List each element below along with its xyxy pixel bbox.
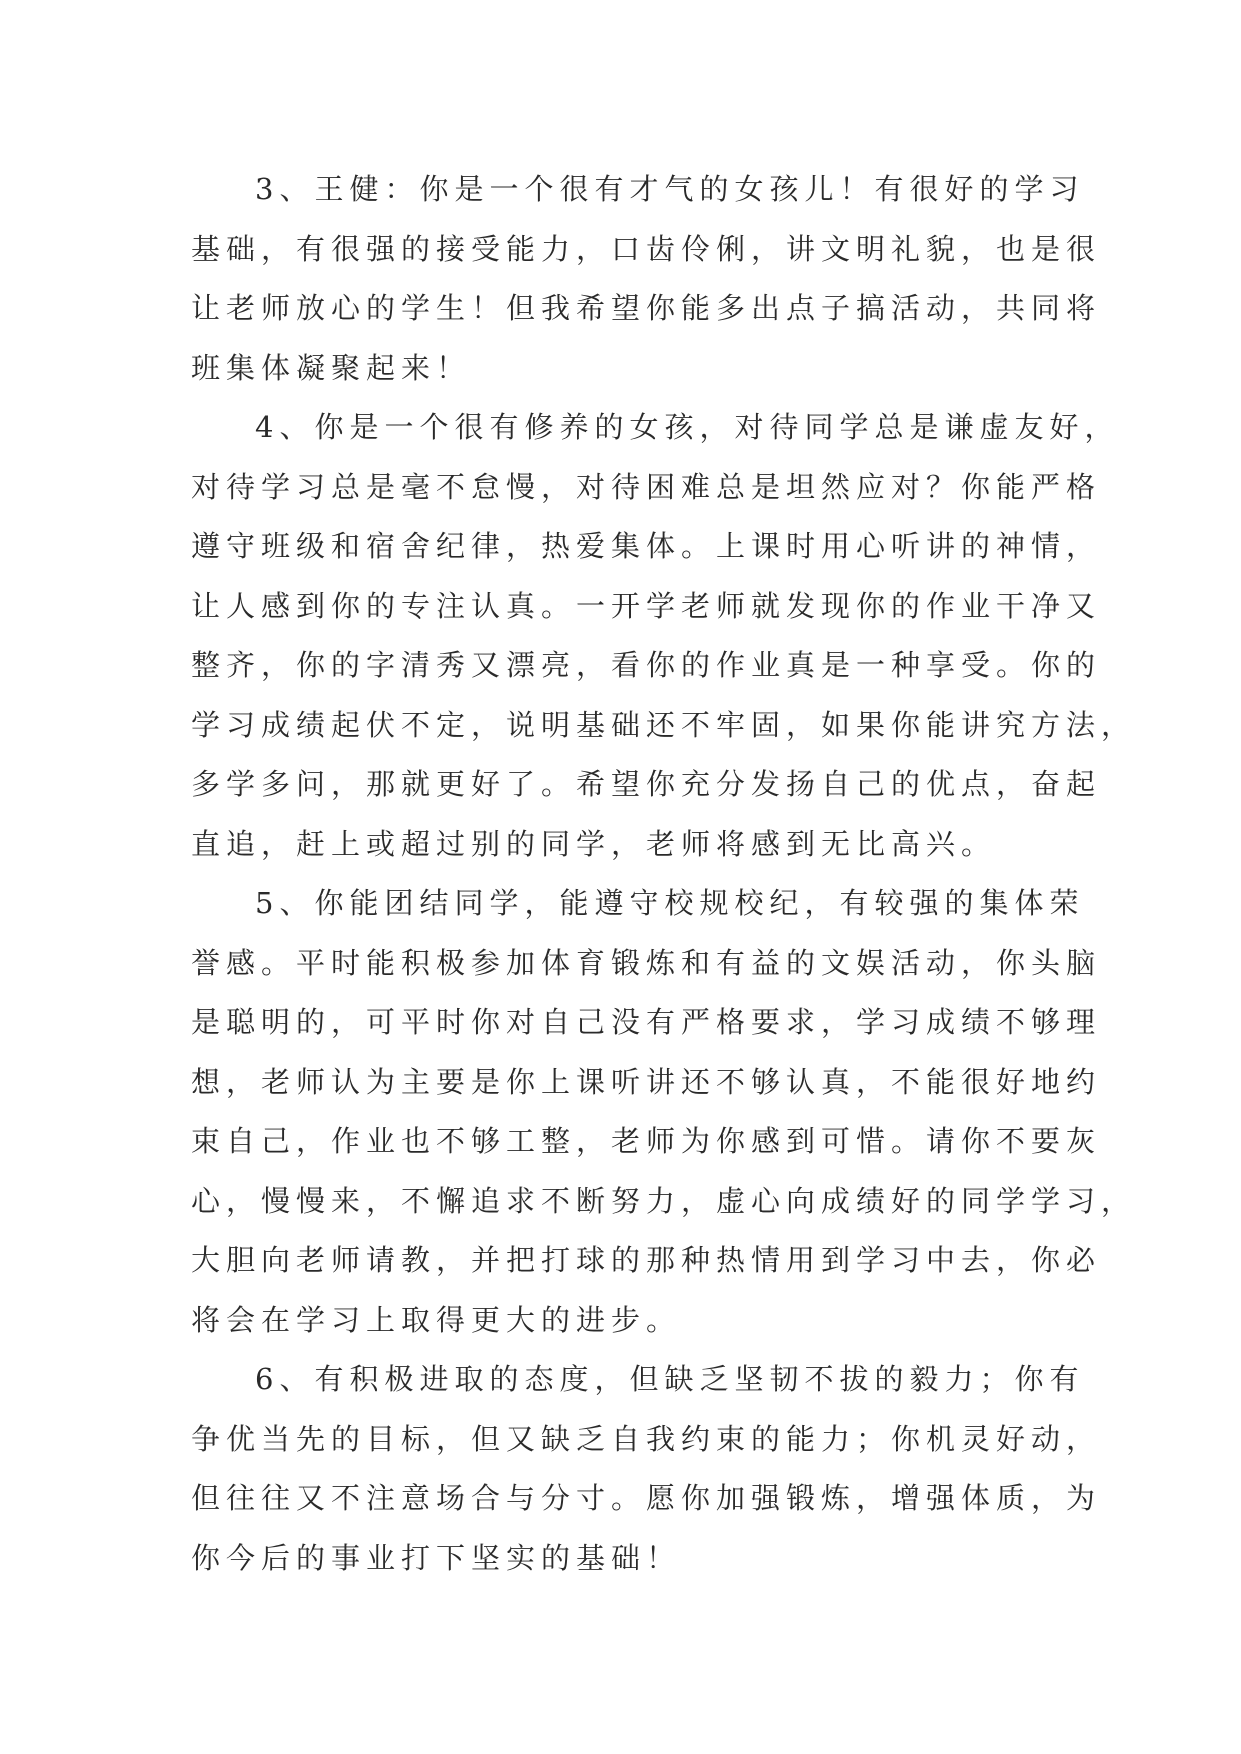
paragraph-line: 班集体凝聚起来！: [191, 350, 472, 385]
paragraph-line: 学习成绩起伏不定，说明基础还不牢固，如果你能讲究方法，: [191, 707, 1137, 742]
paragraph-4: [191, 398, 1137, 874]
paragraph-line: 但往往又不注意场合与分寸。愿你加强锻炼，增强体质，为: [191, 1481, 1102, 1515]
paragraph-line: 整齐，你的字清秀又漂亮，看你的作业真是一种享受。你的: [191, 648, 1102, 682]
paragraph-6: [191, 1350, 1102, 1588]
paragraph-line: 遵守班级和宿舍纪律，热爱集体。上课时用心听讲的神情，: [191, 529, 1102, 563]
paragraph-5: [191, 874, 1137, 1350]
paragraph-line: 让人感到你的专注认真。一开学老师就发现你的作业干净又: [191, 588, 1102, 623]
paragraph-line: 6、有积极进取的态度，但缺乏坚韧不拔的毅力；你有: [255, 1362, 1085, 1396]
paragraph-line: 5、你能团结同学，能遵守校规校纪，有较强的集体荣: [255, 886, 1085, 920]
paragraph-line: 将会在学习上取得更大的进步。: [191, 1302, 682, 1337]
paragraph-line: 是聪明的，可平时你对自己没有严格要求，学习成绩不够理: [191, 1005, 1102, 1039]
paragraph-3: [191, 160, 1102, 398]
paragraph-line: 束自己，作业也不够工整，老师为你感到可惜。请你不要灰: [191, 1124, 1102, 1158]
paragraph-line: 争优当先的目标，但又缺乏自我约束的能力；你机灵好动，: [191, 1421, 1102, 1456]
document-body: [191, 160, 1137, 1588]
paragraph-line: 直追，赶上或超过别的同学，老师将感到无比高兴。: [191, 826, 997, 861]
paragraph-line: 对待学习总是毫不怠慢，对待困难总是坦然应对？你能严格: [191, 469, 1102, 504]
paragraph-line: 让老师放心的学生！但我希望你能多出点子搞活动，共同将: [191, 291, 1102, 325]
paragraph-line: 想，老师认为主要是你上课听讲还不够认真，不能很好地约: [191, 1064, 1102, 1099]
paragraph-line: 4、你是一个很有修养的女孩，对待同学总是谦虚友好，: [255, 410, 1120, 444]
paragraph-line: 心，慢慢来，不懈追求不断努力，虚心向成绩好的同学学习，: [191, 1183, 1137, 1218]
paragraph-line: 多学多问，那就更好了。希望你充分发扬自己的优点，奋起: [191, 767, 1102, 801]
paragraph-line: 3、王健：你是一个很有才气的女孩儿！有很好的学习: [255, 172, 1085, 206]
paragraph-line: 你今后的事业打下坚实的基础！: [191, 1540, 682, 1575]
paragraph-line: 誉感。平时能积极参加体育锻炼和有益的文娱活动，你头脑: [191, 945, 1102, 980]
paragraph-line: 基础，有很强的接受能力，口齿伶俐，讲文明礼貌，也是很: [191, 231, 1102, 266]
paragraph-line: 大胆向老师请教，并把打球的那种热情用到学习中去，你必: [191, 1243, 1102, 1277]
